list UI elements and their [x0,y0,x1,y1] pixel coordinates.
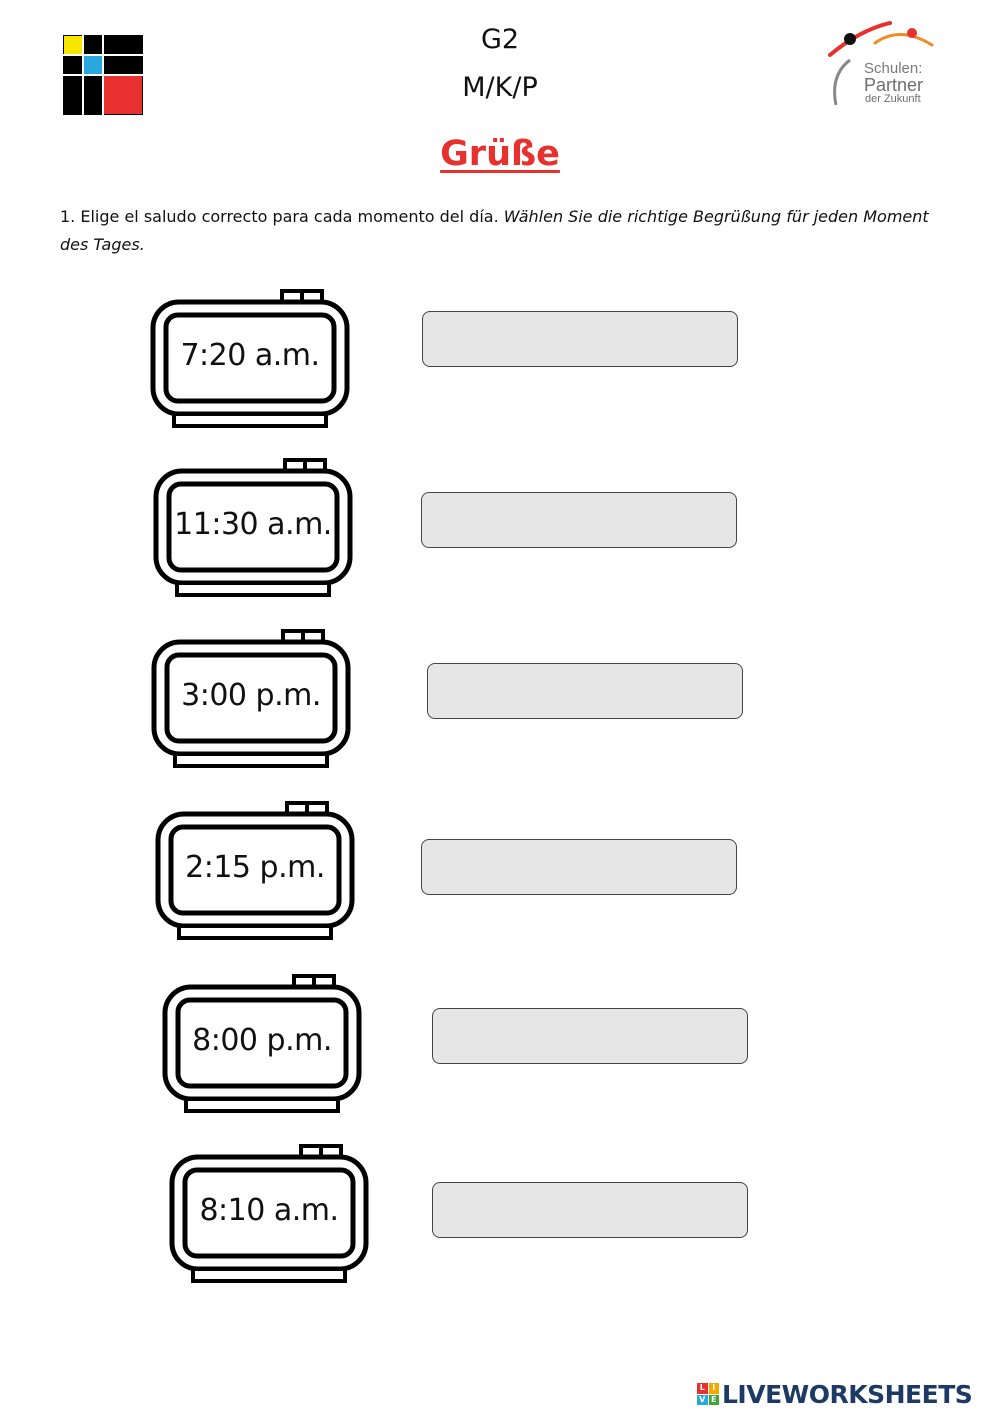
alarm-clock-icon [150,288,360,433]
logo-text-line3: der Zukunft [865,93,921,105]
footer-brand: LIVEWORKSHEETS [722,1379,973,1409]
header-group: M/K/P [462,72,538,103]
alarm-clock-icon [153,457,363,602]
greeting-answer-box[interactable] [432,1182,748,1238]
liveworksheets-badge-icon: L I V E [697,1383,719,1405]
instruction-spanish: 1. Elige el saludo correcto para cada momento del día. [60,207,499,226]
logo-text-line1: Schulen: [864,60,923,77]
alarm-clock-icon [151,628,361,773]
clock-time: 2:15 p.m. [185,850,325,885]
pasch-logo-text [838,61,923,105]
greeting-answer-box[interactable] [427,663,743,719]
alarm-clock-icon [169,1143,379,1288]
clock-time: 11:30 a.m. [174,507,332,542]
logo-text-line2: Partner [864,75,924,95]
alarm-clock-icon [162,973,372,1118]
clock-time: 8:00 p.m. [192,1023,332,1058]
header-grade: G2 [480,24,520,55]
liveworksheets-logo [697,1381,972,1407]
instruction [60,203,940,259]
greeting-answer-box[interactable] [421,492,737,548]
clock-time: 8:10 a.m. [199,1193,339,1228]
clock-time: 3:00 p.m. [181,678,321,713]
greeting-answer-box[interactable] [421,839,737,895]
greeting-answer-box[interactable] [422,311,738,367]
alarm-clock-icon [155,800,365,945]
page-title: Grüße [440,134,560,174]
greeting-answer-box[interactable] [432,1008,748,1064]
clock-time: 7:20 a.m. [180,338,320,373]
instruction-german: Wählen Sie die richtige Begrüßung für jeden Moment des Tages. [60,207,929,254]
